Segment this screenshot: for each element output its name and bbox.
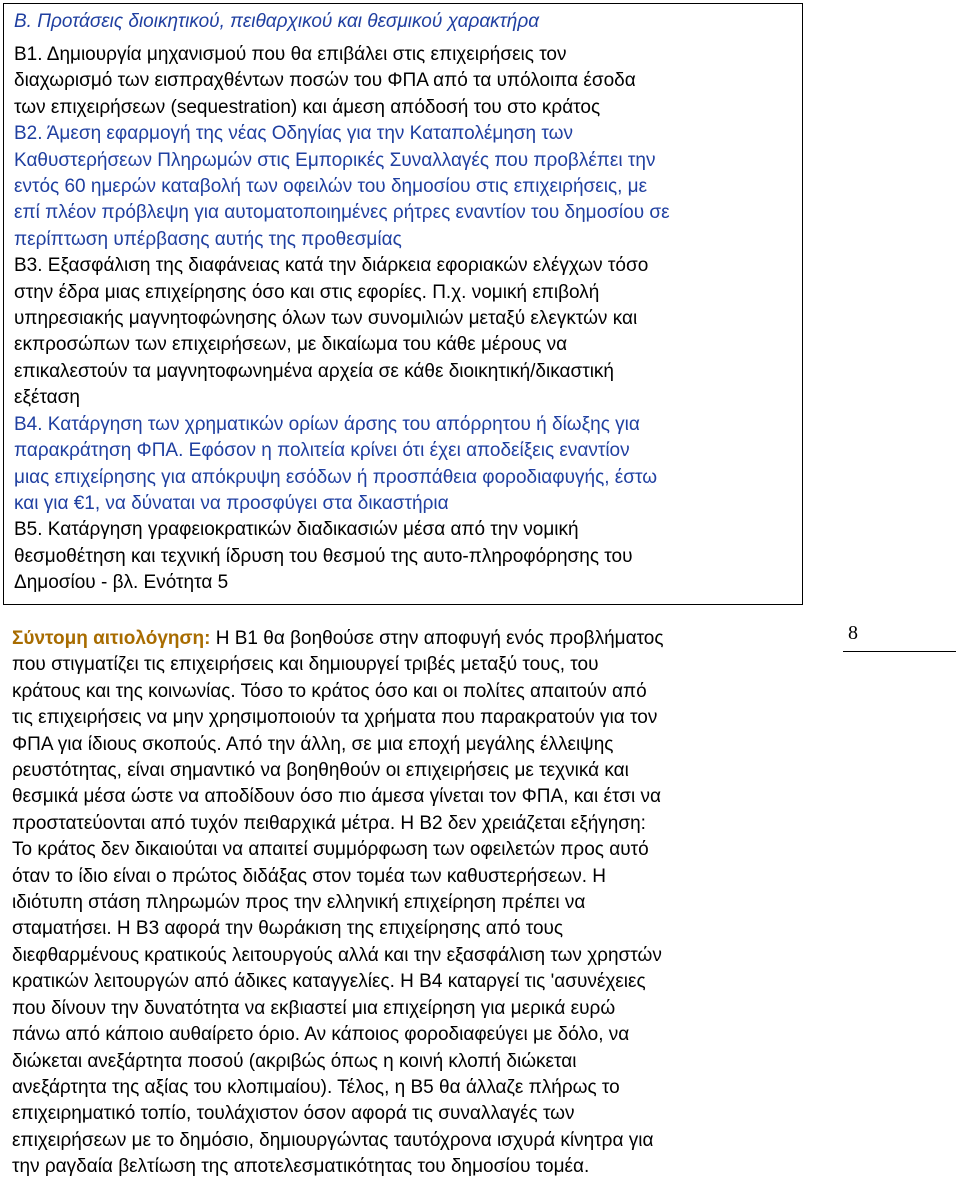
proposals-box <box>3 3 803 605</box>
proposal-line: Β5. Κατάργηση γραφειοκρατικών διαδικασιών μέσα από την νομική <box>14 519 579 541</box>
justification-line: ρευστότητας, είναι σημαντικό να βοηθηθούν οι επιχειρήσεις με τεχνικά και <box>12 760 629 782</box>
section-title: Β. Προτάσεις διοικητικού, πειθαρχικού και θεσμικού χαρακτήρα <box>14 11 540 32</box>
proposal-line: εκπροσώπων των επιχειρήσεων, με δικαίωμα του κάθε μέρους να <box>14 334 568 356</box>
justification-line: κράτους και της κοινωνίας. Τόσο το κράτος όσο και οι πολίτες απαιτούν από <box>12 680 647 702</box>
proposal-line: Β2. Άμεση εφαρμογή της νέας Οδηγίας για την Καταπολέμηση των <box>14 123 573 145</box>
justification-line: ιδιότυπη στάση πληρωμών προς την ελληνική επιχείρηση πρέπει να <box>12 892 586 914</box>
proposal-line: και για €1, να δύναται να προσφύγει στα δικαστήρια <box>14 492 449 514</box>
justification-line: θεσμικά μέσα ώστε να αποδίδουν όσο πιο άμεσα γίνεται τον ΦΠΑ, και έτσι να <box>12 786 661 808</box>
page-number-rule <box>843 651 956 652</box>
proposal-line: Β4. Κατάργηση των χρηματικών ορίων άρσης του απόρρητου ή δίωξης για <box>14 413 640 435</box>
proposal-line: στην έδρα μιας επιχείρησης όσο και στις εφορίες. Π.χ. νομική επιβολή <box>14 281 600 303</box>
proposal-line: Β1. Δημιουργία μηχανισμού που θα επιβάλει στις επιχειρήσεις τον <box>14 44 567 65</box>
proposal-line: εξέταση <box>14 387 80 409</box>
justification-line: διεφθαρμένους κρατικούς λειτουργούς αλλά και την εξασφάλιση των χρηστών <box>12 944 662 966</box>
proposal-line: εντός 60 ημερών καταβολή των οφειλών του δημοσίου στις επιχειρήσεις, με <box>14 176 648 198</box>
justification-lead: Σύντομη αιτιολόγηση: <box>12 628 211 649</box>
proposal-line: περίπτωση υπέρβασης αυτής της προθεσμίας <box>14 228 402 250</box>
justification-line: Η Β1 θα βοηθούσε στην αποφυγή ενός προβλήματος <box>210 628 664 649</box>
justification-first-line <box>12 626 812 652</box>
justification-line: τις επιχειρήσεις να μην χρησιμοποιούν τα χρήματα που παρακρατούν για τον <box>12 707 658 729</box>
justification-line: σταματήσει. Η Β3 αφορά την θωράκιση της επιχείρησης από τους <box>12 918 564 940</box>
justification-line: Το κράτος δεν δικαιούται να απαιτεί συμμόρφωση των οφειλετών προς αυτό <box>12 839 649 861</box>
proposal-line: μιας επιχείρησης για απόκρυψη εσόδων ή προσπάθεια φοροδιαφυγής, έστω <box>14 466 658 488</box>
justification-line: που στιγματίζει τις επιχειρήσεις και δημιουργεί τριβές μεταξύ τους, του <box>12 654 599 676</box>
justification-line: επιχειρήσεων με το δημόσιο, δημιουργώντας ταυτόχρονα ισχυρά κίνητρα για <box>12 1129 654 1151</box>
proposal-line: επικαλεστούν τα μαγνητοφωνημένα αρχεία σε κάθε διοικητική/δικαστική <box>14 360 614 382</box>
justification-line: διώκεται ανεξάρτητα ποσού (ακριβώς όπως η κοινή κλοπή διώκεται <box>12 1050 577 1072</box>
justification-line: ανεξάρτητα της αξίας του κλοπιμαίου). Τέλος, η Β5 θα άλλαζε πλήρως το <box>12 1076 620 1098</box>
justification-line: επιχειρηματικό τοπίο, τουλάχιστον όσον αφορά τις συναλλαγές των <box>12 1103 575 1125</box>
justification-line: που δίνουν την δυνατότητα να εκβιαστεί μια επιχείρηση για μερικά ευρώ <box>12 997 616 1019</box>
proposal-line: διαχωρισμό των εισπραχθέντων ποσών του ΦΠΑ από τα υπόλοιπα έσοδα <box>14 70 636 92</box>
proposal-line: θεσμοθέτηση και τεχνική ίδρυση του θεσμού της αυτο-πληροφόρησης του <box>14 545 633 567</box>
justification-line: πάνω από κάποιο αυθαίρετο όριο. Αν κάποιος φοροδιαφεύγει με δόλο, να <box>12 1024 630 1046</box>
proposal-line: Καθυστερήσεων Πληρωμών στις Εμπορικές Συναλλαγές που προβλέπει την <box>14 149 656 171</box>
proposal-line: επί πλέον πρόβλεψη για αυτοματοποιημένες ρήτρες εναντίον του δημοσίου σε <box>14 202 670 224</box>
proposals-list <box>14 42 792 597</box>
proposal-line: παρακράτηση ΦΠΑ. Εφόσον η πολιτεία κρίνει ότι έχει αποδείξεις εναντίον <box>14 440 630 462</box>
page-number: 8 <box>848 622 858 644</box>
justification-section <box>12 626 812 1181</box>
proposal-line: Β3. Εξασφάλιση της διαφάνειας κατά την διάρκεια εφοριακών ελέγχων τόσο <box>14 255 649 277</box>
proposal-line: υπηρεσιακής μαγνητοφώνησης όλων των συνομιλιών μεταξύ ελεγκτών και <box>14 308 638 330</box>
justification-line: προστατεύονται από τυχόν πειθαρχικά μέτρα. Η Β2 δεν χρειάζεται εξήγηση: <box>12 812 646 834</box>
justification-line: ΦΠΑ για ίδιους σκοπούς. Από την άλλη, σε μια εποχή μεγάλης έλλειψης <box>12 733 614 755</box>
proposal-line: Δημοσίου - βλ. Ενότητα 5 <box>14 572 229 594</box>
justification-line: κρατικών λειτουργών από άδικες καταγγελίες. Η Β4 καταργεί τις 'ασυνέχειες <box>12 971 646 993</box>
justification-line: την ραγδαία βελτίωση της αποτελεσματικότητας του δημοσίου τομέα. <box>12 1156 590 1178</box>
justification-line: όταν το ίδιο είναι ο πρώτος διδάξας στον τομέα των καθυστερήσεων. Η <box>12 865 607 887</box>
proposal-line: των επιχειρήσεων (sequestration) και άμεση απόδοσή του στο κράτος <box>14 96 601 118</box>
